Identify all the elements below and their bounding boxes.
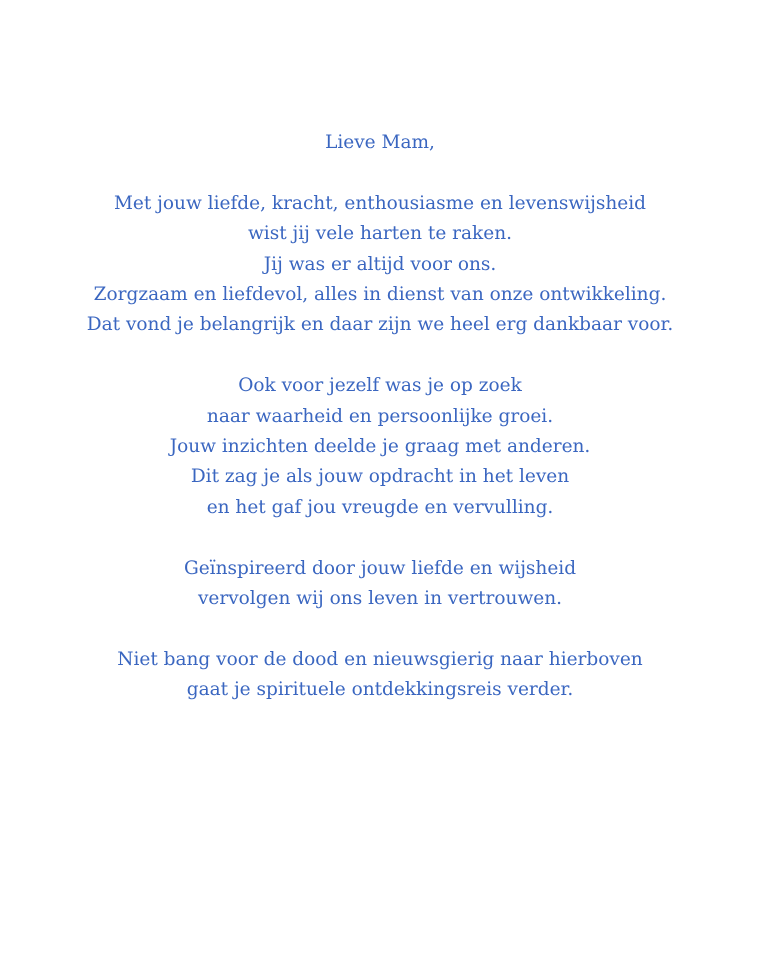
poem-line: naar waarheid en persoonlijke groei. (206, 405, 554, 427)
poem-line: Ook voor jezelf was je op zoek (238, 375, 522, 397)
poem-line: Met jouw liefde, kracht, enthousiasme en levenswijsheid (113, 192, 647, 214)
poem-line: vervolgen wij ons leven in vertrouwen. (197, 588, 563, 610)
poem-line: Zorgzaam en liefdevol, alles in dienst van onze ontwikkeling. (93, 284, 667, 306)
poem-line: Jij was er altijd voor ons. (263, 253, 497, 275)
poem-line: Geïnspireerd door jouw liefde en wijsheid (183, 557, 577, 579)
salutation: Lieve Mam, (325, 132, 435, 153)
poem-line: en het gaf jou vreugde en vervulling. (206, 496, 554, 518)
stanza-gap (0, 341, 760, 371)
stanza-2 (0, 371, 760, 523)
poem-line: gaat je spirituele ontdekkingsreis verder. (186, 679, 574, 701)
stanza-3 (0, 554, 760, 615)
poem-line: Niet bang voor de dood en nieuwsgierig naar hierboven (117, 648, 643, 670)
poem-line: wist jij vele harten te raken. (247, 223, 513, 245)
stanza-gap (0, 158, 760, 188)
stanza-gap (0, 614, 760, 644)
poem-line: Jouw inzichten deelde je graag met anderen. (169, 436, 591, 458)
poem-line: Dit zag je als jouw opdracht in het leven (190, 466, 570, 488)
poem (0, 128, 760, 706)
poem-line: Dat vond je belangrijk en daar zijn we heel erg dankbaar voor. (86, 314, 674, 336)
stanza-1 (0, 189, 760, 341)
stanza-gap (0, 523, 760, 553)
stanza-4 (0, 645, 760, 706)
